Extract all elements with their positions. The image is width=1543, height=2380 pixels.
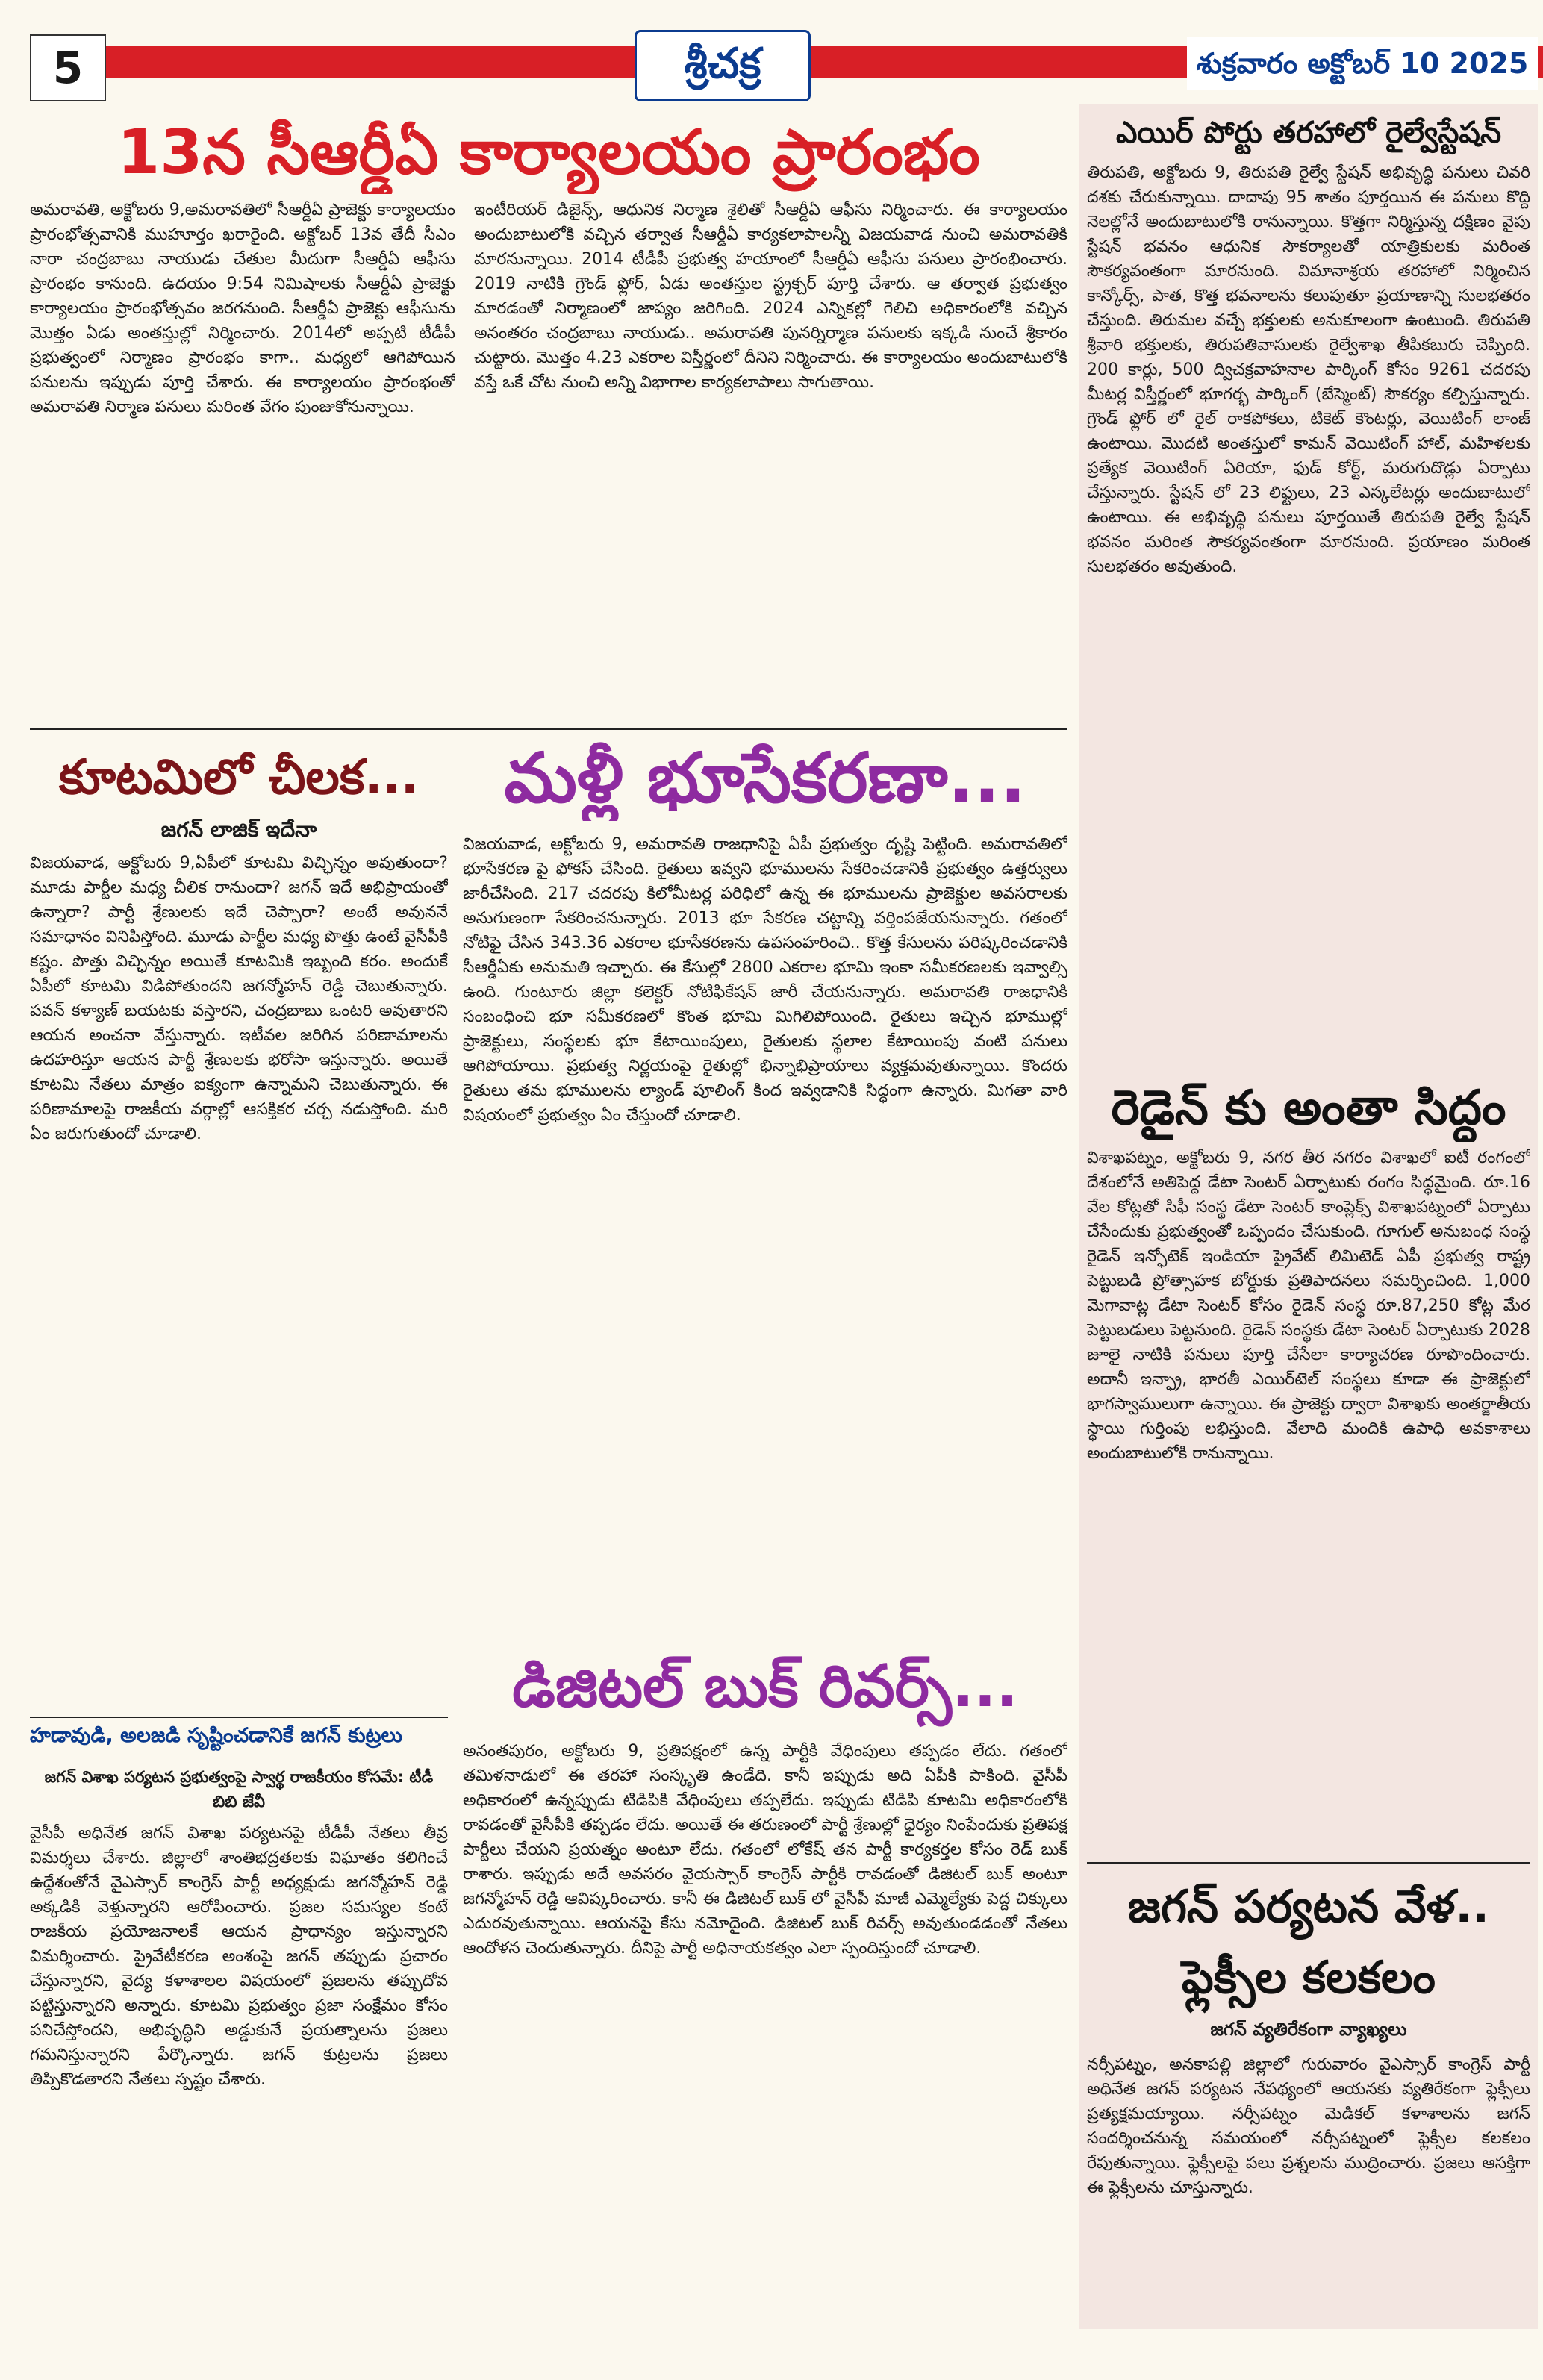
hadavudi-body: వైసీపీ అధినేత జగన్ విశాఖ పర్యటనపై టీడీపీ నేతలు తీవ్ర విమర్శలు చేశారు. జిల్లాలో శాంతిభద్రతలకు విఘాతం కలిగించే ఉద్దేశంతోనే వైఎస్సార్ కాంగ్రెస్ పార్టీ అధ్యక్షుడు జగన్మోహన్ రెడ్డి అక్కడికి వెళ్తున్నారని ఆరోపించారు. ప్రజల సమస్యల కంటే రాజకీయ ప్రయోజనాలకే ఆయన ప్రాధాన్యం ఇస్తున్నారని విమర్శించారు. ప్రైవేటీకరణ అంశంపై జగన్ తప్పుడు ప్రచారం చేస్తున్నారని, వైద్య కళాశాలల విషయంలో ప్రజలను తప్పుదోవ పట్టిస్తున్నారని అన్నారు. కూటమి ప్రభుత్వం ప్రజా సంక్షేమం కోసం పనిచేస్తోందని, అభివృద్ధిని అడ్డుకునే ప్రయత్నాలను ప్రజలు గమనిస్తున్నారని పేర్కొన్నారు. జగన్ కుట్రలను ప్రజలు తిప్పికొడతారని నేతలు స్పష్టం చేశారు. <box>30 1824 448 2089</box>
bhoosekarana-body: విజయవాడ, అక్టోబరు 9, అమరావతి రాజధానిపై ఏపీ ప్రభుత్వం దృష్టి పెట్టింది. అమరావతిలో భూసేకరణ పై ఫోకస్ చేసింది. రైతులు ఇవ్వని భూములను సేకరించడానికి ప్రభుత్వం ఉత్తర్వులు జారీచేసింది. 217 చదరపు కిలోమీటర్ల పరిధిలో ఉన్న ఈ భూములను ప్రాజెక్టుల అవసరాలకు అనుగుణంగా సేకరించనున్నారు. 2013 భూ సేకరణ చట్టాన్ని వర్తింపజేయనున్నారు. గతంలో నోటిఫై చేసిన 343.36 ఎకరాల భూసేకరణను ఉపసంహరించి.. కొత్త కేసులను పరిష్కరించడానికి సీఆర్డీఏకు అనుమతి ఇచ్చారు. ఈ కేసుల్లో 2800 ఎకరాల భూమి ఇంకా సమీకరణలకు ఇవ్వాల్సి ఉంది. గుంటూరు జిల్లా కలెక్టర్ నోటిఫికేషన్ జారీ చేయనున్నారు. అమరావతి రాజధానికి సంబంధించి భూ సమీకరణలో కొంత భూమి మిగిలిపోయింది. రైతులు ఇచ్చిన భూముల్లో ప్రాజెక్టులు, సంస్థలకు భూ కేటాయింపులు, రైతులకు స్థలాల కేటాయింపు వంటి పనులు ఆగిపోయాయి. ప్రభుత్వ నిర్ణయంపై రైతుల్లో భిన్నాభిప్రాయాలు వ్యక్తమవుతున్నాయి. కొందరు రైతులు తమ భూములను ల్యాండ్ పూలింగ్ కింద ఇవ్వడానికి సిద్ధంగా ఉన్నారు. మిగతా వారి విషయంలో ప్రభుత్వం ఏం చేస్తుందో చూడాలి. <box>463 835 1067 1125</box>
jagan-tour-subhead: జగన్ వ్యతిరేకంగా వ్యాఖ్యలు <box>1210 2019 1407 2040</box>
railway-body: తిరుపతి, అక్టోబరు 9, తిరుపతి రైల్వే స్టేషన్ అభివృద్ధి పనులు చివరి దశకు చేరుకున్నాయి. దాదాపు 95 శాతం పూర్తయిన ఈ పనులు కొద్ది నెలల్లోనే అందుబాటులోకి రానున్నాయి. కొత్తగా నిర్మిస్తున్న దక్షిణం వైపు స్టేషన్ భవనం ఆధునిక సౌకర్యాలతో యాత్రికులకు మరింత సౌకర్యవంతంగా మారనుంది. విమానాశ్రయ తరహాలో నిర్మించిన కాన్కోర్స్, పాత, కొత్త భవనాలను కలుపుతూ ప్రయాణాన్ని సులభతరం చేస్తుంది. తిరుమల వచ్చే భక్తులకు అనుకూలంగా ఉంటుంది. తిరుపతి శ్రీవారి భక్తులకు, తిరుపతివాసులకు రైల్వేశాఖ తీపికబురు చెప్పింది. 200 కార్లు, 500 ద్విచక్రవాహనాల పార్కింగ్ కోసం 9261 చదరపు మీటర్ల విస్తీర్ణంలో భూగర్భ పార్కింగ్ (బేస్మెంట్) సౌకర్యం కల్పిస్తున్నారు. గ్రౌండ్ ఫ్లోర్ లో రైల్ రాకపోకలు, టికెట్ కౌంటర్లు, వెయిటింగ్ లాంజ్ ఉంటాయి. మొదటి అంతస్తులో కామన్ వెయిటింగ్ హాల్, మహిళలకు ప్రత్యేక వెయిటింగ్ ఏరియా, ఫుడ్ కోర్ట్, మరుగుదొడ్లు ఏర్పాటు చేస్తున్నారు. స్టేషన్ లో 23 లిఫ్టులు, 23 ఎస్కలేటర్లు అందుబాటులో ఉంటాయి. ఈ అభివృద్ధి పనులు పూర్తయితే తిరుపతి రైల్వే స్టేషన్ భవనం మరింత సౌకర్యవంతంగా మారనుంది. ప్రయాణం మరింత సులభతరం అవుతుంది. <box>1087 163 1530 576</box>
page-number: 5 <box>30 34 106 101</box>
lead-column-2: ఇంటీరియర్ డిజైన్స్, ఆధునిక నిర్మాణ శైలితో సీఆర్డీఏ ఆఫీసు నిర్మించారు. ఈ కార్యాలయం అందుబాటులోకి వచ్చిన తర్వాత సీఆర్డీఏ కార్యకలాపాలన్నీ విజయవాడ నుంచి అమరావతికి మారనున్నాయి. 2014 టీడీపీ ప్రభుత్వ హయాంలో సీఆర్డీఏ ఆఫీసు పనులు ప్రారంభించారు. 2019 నాటికి గ్రౌండ్ ఫ్లోర్, ఏడు అంతస్తుల స్ట్రక్చర్ పూర్తి చేశారు. ఆ తర్వాత ప్రభుత్వం మారడంతో నిర్మాణంలో జాప్యం జరిగింది. 2024 ఎన్నికల్లో గెలిచి అధికారంలోకి వచ్చిన అనంతరం చంద్రబాబు నాయుడు.. అమరావతి పునర్నిర్మాణ పనులకు ఇక్కడి నుంచే శ్రీకారం చుట్టారు. మొత్తం 4.23 ఎకరాల విస్తీర్ణంలో దీనిని నిర్మించారు. ఈ కార్యాలయం అందుబాటులోకి వస్తే ఒకే చోట నుంచి అన్ని విభాగాల కార్యకలాపాలు సాగుతాయి. <box>474 201 1067 392</box>
kutami-body: విజయవాడ, అక్టోబరు 9,ఏపీలో కూటమి విచ్ఛిన్నం అవుతుందా? మూడు పార్టీల మధ్య చీలిక రానుందా? జగన్ ఇదే అభిప్రాయంతో ఉన్నారా? పార్టీ శ్రేణులకు ఇదే చెప్పారా? అంటే అవుననే సమాధానం వినిపిస్తోంది. మూడు పార్టీల మధ్య పొత్తు ఉంటే వైసీపీకి కష్టం. పొత్తు విచ్ఛిన్నం అయితే కూటమికి ఇబ్బంది కరం. అందుకే ఏపీలో కూటమి విడిపోతుందని జగన్మోహన్ రెడ్డి చెబుతున్నారు. పవన్ కళ్యాణ్ బయటకు వస్తారని, చంద్రబాబు ఒంటరి అవుతారని ఆయన అంచనా వేస్తున్నారు. ఇటీవల జరిగిన పరిణామాలను ఉదహరిస్తూ ఆయన పార్టీ శ్రేణులకు భరోసా ఇస్తున్నారు. అయితే కూటమి నేతలు మాత్రం ఐక్యంగా ఉన్నామని చెబుతున్నారు. ఈ పరిణామాలపై రాజకీయ వర్గాల్లో ఆసక్తికర చర్చ నడుస్తోంది. మరి ఏం జరుగుతుందో చూడాలి. <box>30 854 448 1143</box>
dateline: శుక్రవారం అక్టోబర్ 10 2025 <box>1187 37 1538 90</box>
kutami-headline: కూటమిలో చీలక... <box>58 750 420 805</box>
newspaper-logo: శ్రీచక్ర <box>635 30 811 101</box>
lead-column-1: అమరావతి, అక్టోబరు 9,అమరావతిలో సీఆర్డీఏ ప్రాజెక్టు కార్యాలయం ప్రారంభోత్సవానికి ముహూర్తం ఖరారైంది. అక్టోబర్ 13వ తేదీ సీఎం నారా చంద్రబాబు నాయుడు చేతుల మీదుగా సీఆర్డీఏ ఆఫీసు ప్రారంభం కానుంది. ఉదయం 9:54 నిమిషాలకు సీఆర్డీఏ ప్రాజెక్టు కార్యాలయం ప్రారంభోత్సవం జరగనుంది. సీఆర్డీఏ ప్రాజెక్టు ఆఫీసును మొత్తం ఏడు అంతస్తుల్లో నిర్మించారు. 2014లో అప్పటి టీడీపీ ప్రభుత్వంలో నిర్మాణం ప్రారంభం కాగా.. మధ్యలో ఆగిపోయిన పనులను ఇప్పుడు పూర్తి చేశారు. ఈ కార్యాలయం ప్రారంభంతో అమరావతి నిర్మాణ పనులు మరింత వేగం పుంజుకోనున్నాయి. <box>30 201 455 416</box>
hadavudi-subhead: జగన్ విశాఖ పర్యటన ప్రభుత్వంపై స్వార్థ రాజకీయం కోసమే: టీడీ బిబి జేవీ <box>44 1768 434 1811</box>
divider <box>1087 1862 1530 1864</box>
raiden-headline: రెడైన్ కు అంతా సిద్ధం <box>1111 1081 1506 1136</box>
railway-headline: ఎయిర్ పోర్టు తరహాలో రైల్వేస్టేషన్ <box>1115 116 1502 150</box>
lead-headline: 13న సీఆర్డీఏ కార్యాలయం ప్రారంభం <box>117 117 980 188</box>
bhoosekarana-headline: మళ్లీ భూసేకరణా... <box>504 738 1026 818</box>
kutami-subhead: జగన్ లాజిక్ ఇదేనా <box>160 817 317 842</box>
digital-book-headline: డిజిటల్ బుక్ రివర్స్... <box>512 1653 1018 1720</box>
jagan-tour-headline-2: ఫ్లెక్సీల కలకలం <box>1182 1952 1436 2004</box>
hadavudi-headline: హడావుడి, అలజడి సృష్టించడానికే జగన్ కుట్రలు <box>30 1724 402 1747</box>
masthead <box>0 0 1543 112</box>
divider <box>30 728 1067 730</box>
jagan-tour-body: నర్సీపట్నం, అనకాపల్లి జిల్లాలో గురువారం వైఎస్సార్ కాంగ్రెస్ పార్టీ అధినేత జగన్ పర్యటన నేపథ్యంలో ఆయనకు వ్యతిరేకంగా ఫ్లెక్సీలు ప్రత్యక్షమయ్యాయి. నర్సీపట్నం మెడికల్ కళాశాలను జగన్ సందర్శించనున్న సమయంలో నర్సీపట్నంలో ఫ్లెక్సీల కలకలం రేపుతున్నాయి. ఫ్లెక్సీలపై పలు ప్రశ్నలను ముద్రించారు. ప్రజలు ఆసక్తిగా ఈ ఫ్లెక్సీలను చూస్తున్నారు. <box>1087 2055 1530 2197</box>
digital-book-body: అనంతపురం, అక్టోబరు 9, ప్రతిపక్షంలో ఉన్న పార్టీకి వేధింపులు తప్పడం లేదు. గతంలో తమిళనాడులో ఈ తరహా సంస్కృతి ఉండేది. కానీ ఇప్పుడు అది ఏపీకి పాకింది. వైసీపీ అధికారంలో ఉన్నప్పుడు టిడిపికి వేధింపులు తప్పలేదు. ఇప్పుడు టిడిపి కూటమి అధికారంలోకి రావడంతో వైసీపీకి తప్పడం లేదు. అయితే ఈ తరుణంలో పార్టీ శ్రేణుల్లో ధైర్యం నింపేందుకు ప్రతిపక్ష పార్టీలు చేయని ప్రయత్నం అంటూ లేదు. గతంలో లోకేష్ తన పార్టీ కార్యకర్తల కోసం రెడ్ బుక్ రాశారు. ఇప్పుడు అదే అవసరం వైయస్సార్ కాంగ్రెస్ పార్టీకి రావడంతో డిజిటల్ బుక్ అంటూ జగన్మోహన్ రెడ్డి ఆవిష్కరించారు. కానీ ఈ డిజిటల్ బుక్ లో వైసీపీ మాజీ ఎమ్మెల్యేకు పెద్ద చిక్కులు ఎదురవుతున్నాయి. ఆయనపై కేసు నమోదైంది. డిజిటల్ బుక్ రివర్స్ అవుతుండడంతో నేతలు ఆందోళన చెందుతున్నారు. దీనిపై పార్టీ అధినాయకత్వం ఎలా స్పందిస్తుందో చూడాలి. <box>463 1742 1067 1958</box>
jagan-tour-headline: జగన్ పర్యటన వేళ.. <box>1128 1881 1489 1933</box>
divider <box>30 1717 448 1718</box>
raiden-body: విశాఖపట్నం, అక్టోబరు 9, నగర తీర నగరం విశాఖలో ఐటీ రంగంలో దేశంలోనే అతిపెద్ద డేటా సెంటర్ ఏర్పాటుకు రంగం సిద్ధమైంది. రూ.16 వేల కోట్లతో సిఫీ సంస్థ డేటా సెంటర్ కాంప్లెక్స్ విశాఖపట్నంలో ఏర్పాటు చేసేందుకు ప్రభుత్వంతో ఒప్పందం చేసుకుంది. గూగుల్ అనుబంధ సంస్థ రైడెన్ ఇన్ఫోటెక్ ఇండియా ప్రైవేట్ లిమిటెడ్ ఏపీ ప్రభుత్వ రాష్ట్ర పెట్టుబడి ప్రోత్సాహక బోర్డుకు ప్రతిపాదనలు సమర్పించింది. 1,000 మెగావాట్ల డేటా సెంటర్ కోసం రైడెన్ సంస్థ రూ.87,250 కోట్ల మేర పెట్టుబడులు పెట్టనుంది. రైడెన్ సంస్థకు డేటా సెంటర్ ఏర్పాటుకు 2028 జూలై నాటికి పనులు పూర్తి చేసేలా కార్యాచరణ రూపొందించారు. అదానీ ఇన్ఫ్రా, భారతీ ఎయిర్‌టెల్ సంస్థలు కూడా ఈ ప్రాజెక్టులో భాగస్వాములుగా ఉన్నాయి. ఈ ప్రాజెక్టు ద్వారా విశాఖకు అంతర్జాతీయ స్థాయి గుర్తింపు లభిస్తుంది. వేలాది మందికి ఉపాధి అవకాశాలు అందుబాటులోకి రానున్నాయి. <box>1087 1149 1530 1463</box>
